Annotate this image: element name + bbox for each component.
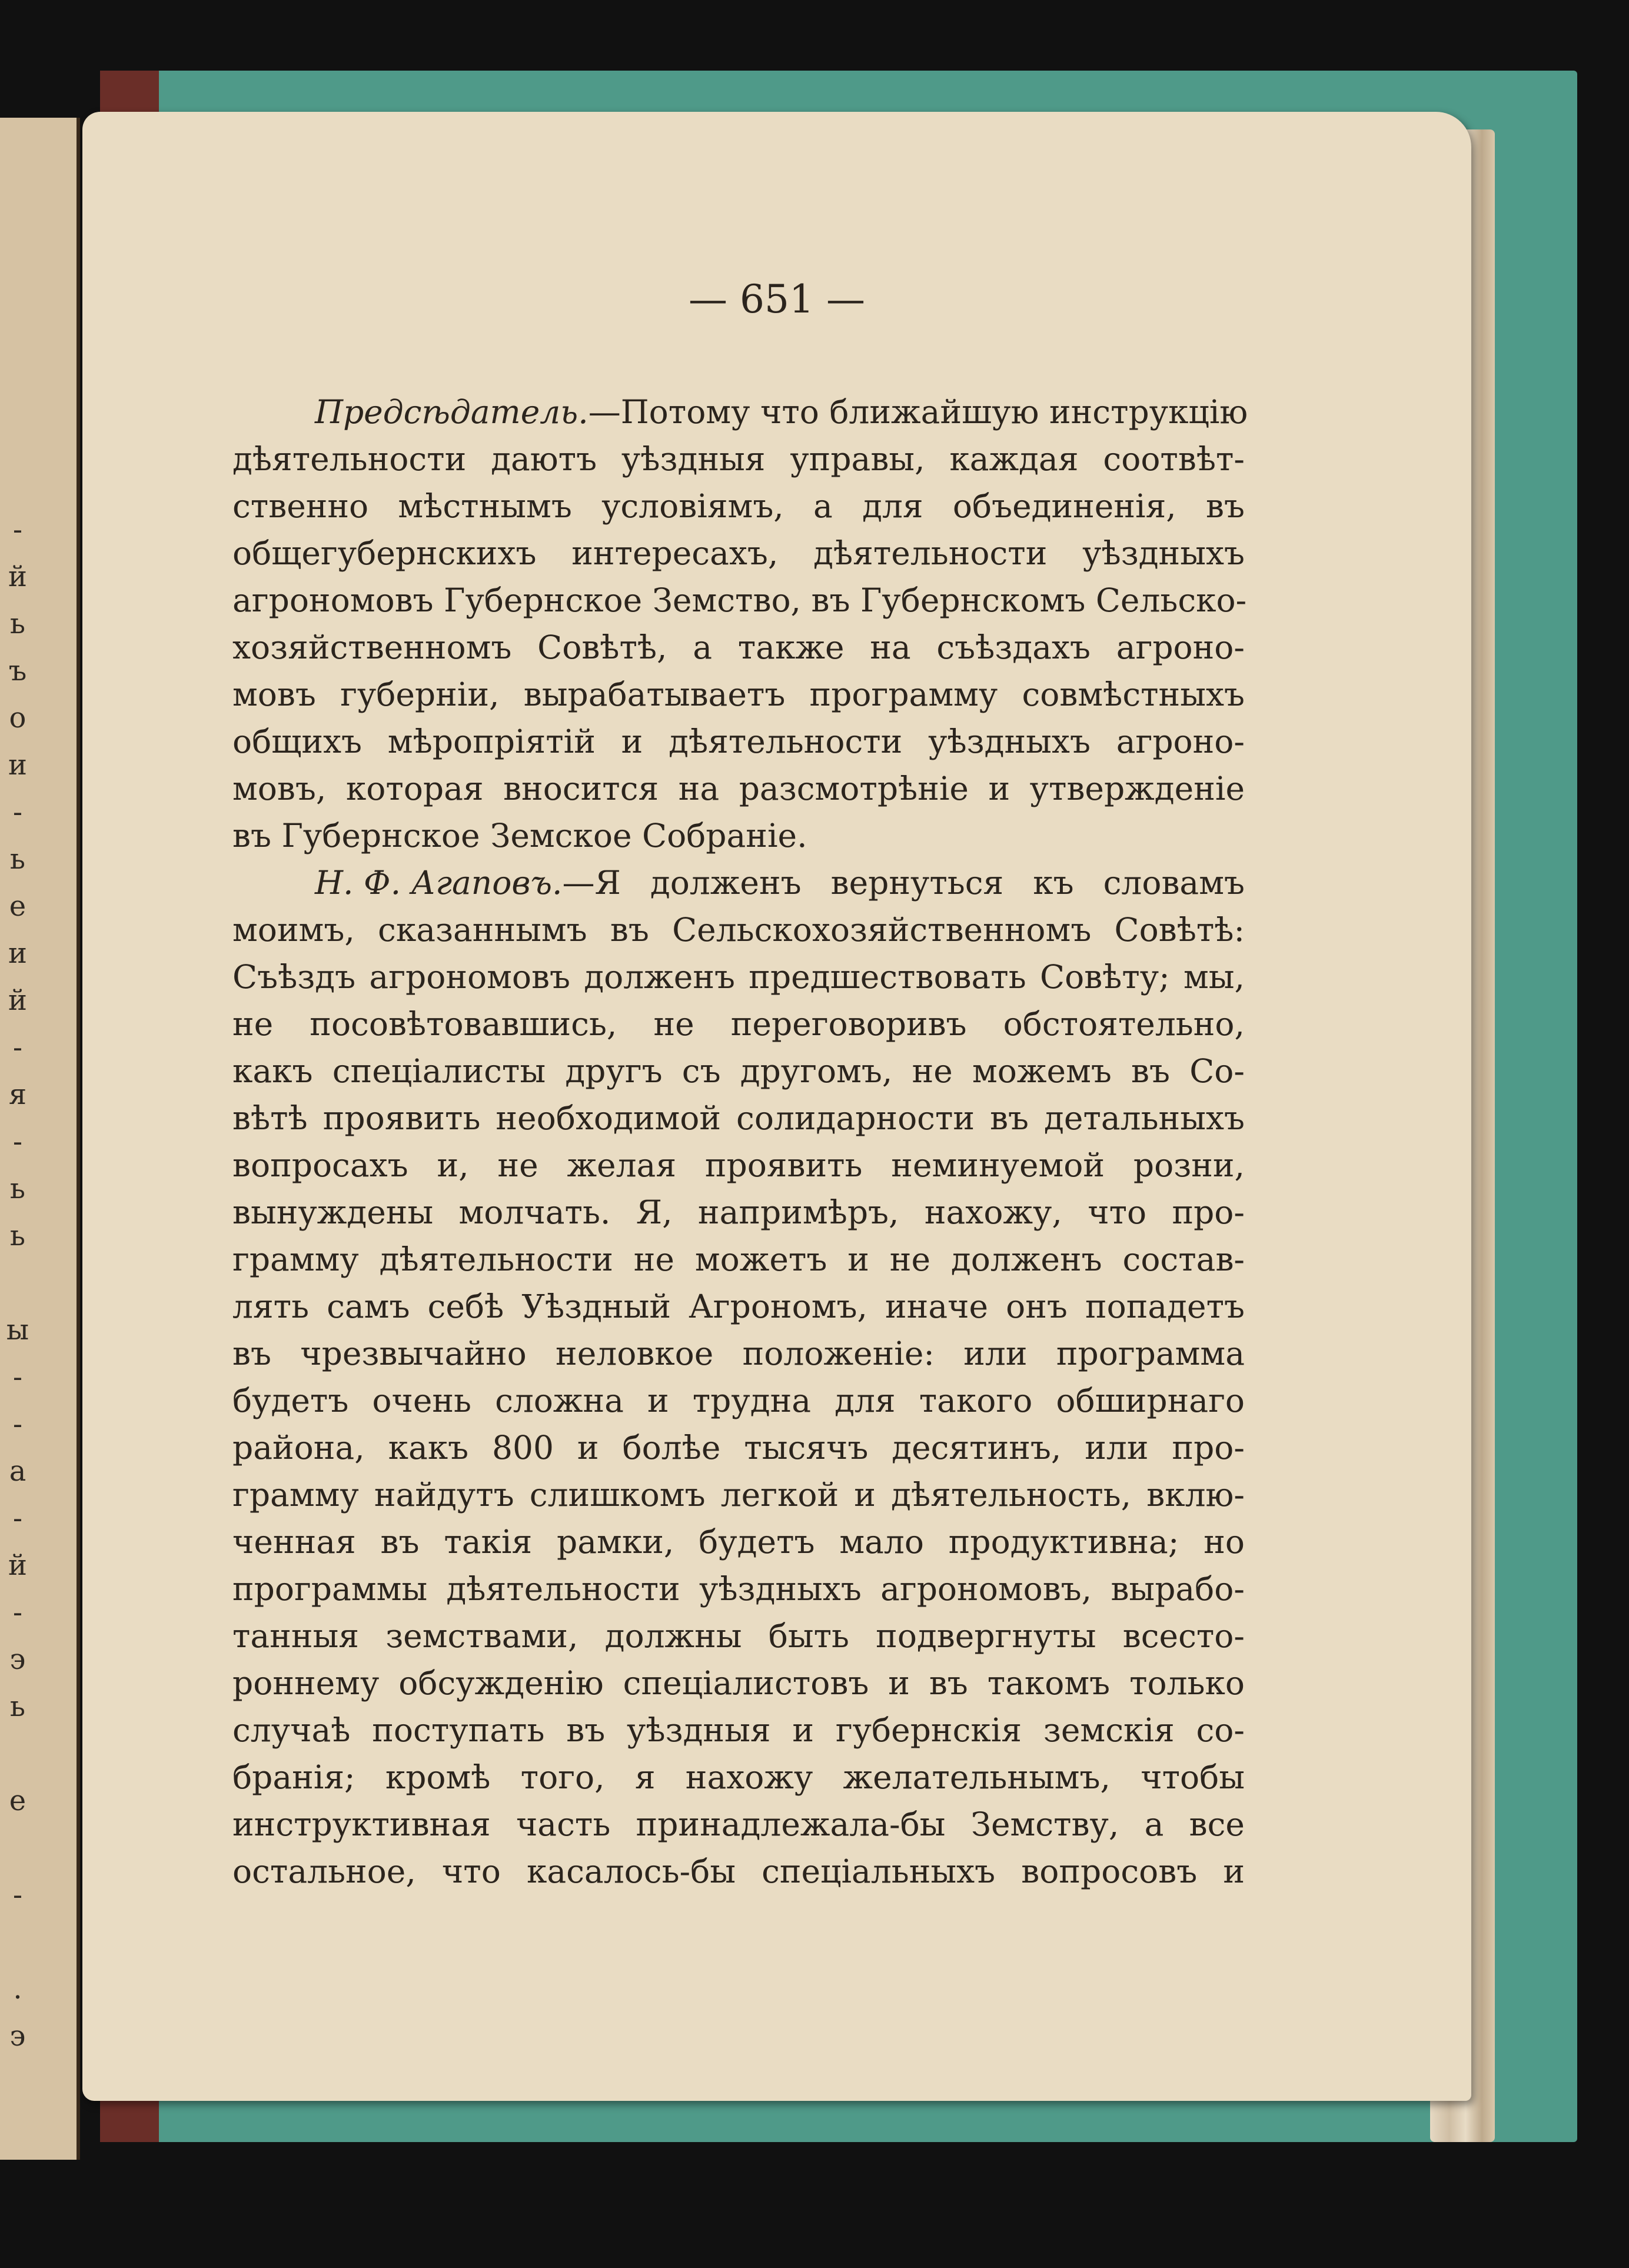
line-text: района, какъ 800 и болѣе тысячъ десятинъ, или про- [232, 1429, 1245, 1466]
line-text: вѣтѣ проявить необходимой солидарности въ детальныхъ [232, 1099, 1245, 1137]
margin-fragment: й [8, 1549, 27, 1582]
margin-fragment: а [9, 1455, 26, 1488]
text-line [232, 1518, 1245, 1565]
line-text: лять самъ себѣ Уѣздный Агрономъ, иначе онъ попадетъ [232, 1288, 1245, 1325]
text-line [232, 1612, 1245, 1660]
line-text: мовъ губерніи, вырабатываетъ программу совмѣстныхъ [232, 676, 1245, 713]
margin-fragment: и [8, 749, 27, 782]
text-line [232, 1471, 1245, 1518]
line-text: какъ спеціалисты другъ съ другомъ, не можемъ въ Со- [232, 1052, 1245, 1090]
line-text: —Потому что ближайшую инструкцію [588, 393, 1248, 431]
margin-fragment: . [13, 1973, 22, 2006]
margin-fragment [0, 1824, 35, 1871]
line-text: общихъ мѣропріятій и дѣятельности уѣздныхъ агроно- [232, 723, 1245, 760]
margin-fragment: э [9, 2020, 26, 2053]
text-line [232, 1000, 1245, 1047]
margin-fragment: - [12, 796, 23, 829]
text-line [232, 1707, 1245, 1754]
book-page [82, 112, 1471, 2101]
line-text: бранія; кромѣ того, я нахожу желательнымъ, чтобы [232, 1758, 1245, 1796]
text-line [232, 1189, 1245, 1236]
margin-fragment: й [8, 560, 27, 593]
line-text: дѣятельности даютъ уѣздныя управы, каждая соотвѣт- [232, 440, 1245, 478]
line-text: хозяйственномъ Совѣтѣ, а также на съѣздахъ агроно- [232, 628, 1245, 666]
line-text: инструктивная часть принадлежала-бы Земству, а все [232, 1805, 1245, 1843]
margin-fragment: ь [9, 843, 26, 876]
text-line [232, 624, 1245, 671]
page-body-text [232, 388, 1248, 1895]
line-text: въ Губернское Земское Собраніе. [232, 817, 807, 854]
line-text: вопросахъ и, не желая проявить неминуемой розни, [232, 1146, 1245, 1184]
margin-fragment: - [12, 1031, 23, 1064]
line-text: —Я долженъ вернуться къ словамъ [562, 864, 1245, 902]
margin-fragment [0, 1918, 35, 1966]
margin-fragment: - [12, 513, 23, 546]
adjacent-page [0, 118, 80, 2160]
margin-fragment: - [12, 1125, 23, 1158]
line-text: моимъ, сказаннымъ въ Сельскохозяйственномъ Совѣтѣ: [232, 911, 1245, 949]
margin-fragment: - [12, 1361, 23, 1394]
text-line [232, 906, 1245, 953]
text-line [232, 388, 1248, 435]
text-line [232, 671, 1245, 718]
text-line [232, 483, 1245, 530]
line-text: агрономовъ Губернское Земство, въ Губернскомъ Сельско- [232, 581, 1247, 619]
text-line [232, 530, 1245, 577]
margin-fragment: о [9, 701, 26, 734]
speaker-name: Предсѣдатель. [315, 393, 589, 431]
line-text: грамму найдутъ слишкомъ легкой и дѣятельность, вклю- [232, 1476, 1245, 1514]
line-text: будетъ очень сложна и трудна для такого обширнаго [232, 1382, 1245, 1419]
line-text: грамму дѣятельности не можетъ и не долженъ состав- [232, 1241, 1245, 1278]
text-line [232, 718, 1245, 765]
line-text: танныя земствами, должны быть подвергнуты всесто- [232, 1617, 1245, 1655]
text-line [232, 812, 1245, 859]
text-line [232, 953, 1245, 1000]
line-text: вынуждены молчать. Я, напримѣръ, нахожу, что про- [232, 1193, 1245, 1231]
margin-fragment: - [12, 1878, 23, 1911]
text-line [232, 859, 1245, 906]
margin-fragment: е [9, 890, 26, 923]
line-text: въ чрезвычайно неловкое положеніе: или программа [232, 1335, 1245, 1372]
line-text: не посовѣтовавшись, не переговоривъ обстоятельно, [232, 1005, 1245, 1043]
text-line [232, 435, 1245, 483]
margin-fragment: - [12, 1502, 23, 1535]
line-text: Съѣздъ агрономовъ долженъ предшествовать Совѣту; мы, [232, 958, 1245, 996]
line-text: ченная въ такія рамки, будетъ мало продуктивна; но [232, 1523, 1245, 1561]
margin-fragment: ь [9, 607, 26, 640]
text-line [232, 1095, 1245, 1142]
text-line [232, 577, 1245, 624]
margin-fragment: э [9, 1643, 26, 1676]
text-line [232, 1142, 1245, 1189]
line-text: мовъ, которая вносится на разсмотрѣніе и утвержденіе [232, 770, 1245, 807]
text-line [232, 1565, 1245, 1612]
margin-fragment: ь [9, 1172, 26, 1205]
margin-fragment [0, 1730, 35, 1777]
margin-fragment: ы [6, 1313, 29, 1346]
line-text: ственно мѣстнымъ условіямъ, а для объединенія, въ [232, 487, 1245, 525]
margin-fragment: - [12, 1408, 23, 1441]
line-text: роннему обсужденію спеціалистовъ и въ такомъ только [232, 1664, 1245, 1702]
margin-fragment: - [12, 1596, 23, 1629]
line-text: общегубернскихъ интересахъ, дѣятельности уѣздныхъ [232, 534, 1245, 572]
margin-fragment: й [8, 984, 27, 1017]
text-line [232, 765, 1245, 812]
text-line [232, 1754, 1245, 1801]
text-line [232, 1330, 1245, 1377]
text-line [232, 1801, 1245, 1848]
margin-fragment: ь [9, 1690, 26, 1723]
line-text: случаѣ поступать въ уѣздныя и губернскія земскія со- [232, 1711, 1245, 1749]
margin-fragment: и [8, 937, 27, 970]
line-text: остальное, что касалось-бы спеціальныхъ вопросовъ и [232, 1853, 1245, 1890]
text-line [232, 1047, 1245, 1095]
text-line [232, 1377, 1245, 1424]
margin-fragment: я [8, 1078, 27, 1111]
text-line [232, 1283, 1245, 1330]
line-text: программы дѣятельности уѣздныхъ агрономовъ, вырабо- [232, 1570, 1245, 1608]
text-line [232, 1424, 1245, 1471]
adjacent-page-text-fragments [0, 506, 35, 2060]
margin-fragment [0, 1259, 35, 1306]
text-line [232, 1236, 1245, 1283]
margin-fragment: ъ [8, 654, 27, 687]
page-number: — 651 — [689, 277, 865, 322]
margin-fragment: е [9, 1784, 26, 1817]
speaker-name: Н. Ф. Агаповъ. [315, 864, 563, 902]
text-line [232, 1660, 1245, 1707]
text-line [232, 1848, 1245, 1895]
margin-fragment: ь [9, 1219, 26, 1252]
